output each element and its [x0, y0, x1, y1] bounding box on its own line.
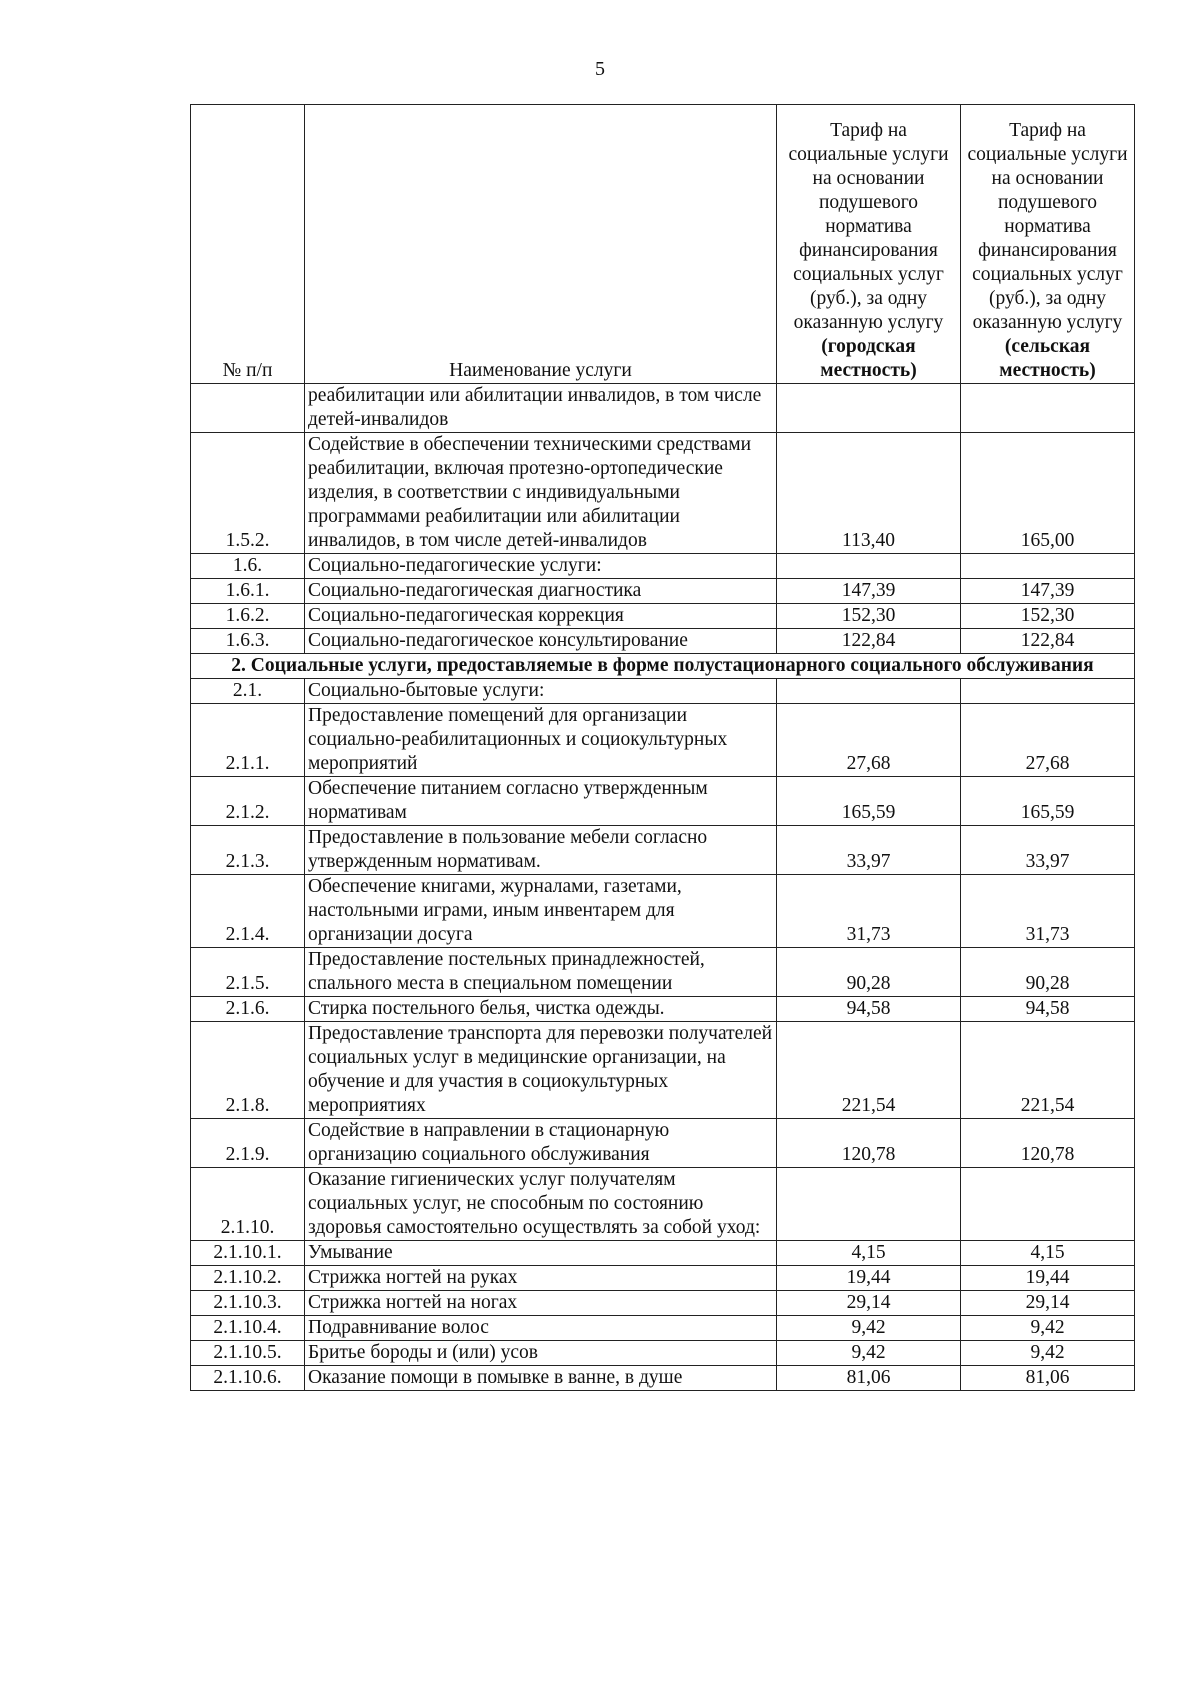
header-tariff-city-text: Тариф на социальные услуги на основании подушевого норматива финансирования социальных услуг (руб.), за одну оказанную услугу [788, 120, 949, 333]
table-row [191, 1266, 1135, 1291]
tariff-city-value: 90,28 [777, 948, 961, 997]
table-row [191, 1316, 1135, 1341]
row-number: 2.1.10.2. [191, 1266, 305, 1291]
tariff-rural-value: 29,14 [961, 1291, 1135, 1316]
tariff-city-value: 120,78 [777, 1119, 961, 1168]
table-row [191, 826, 1135, 875]
row-number: 2.1.3. [191, 826, 305, 875]
tariff-city-value: 81,06 [777, 1366, 961, 1391]
service-name: Предоставление постельных принадлежностей, спального места в специальном помещении [305, 948, 777, 997]
tariff-rural-value [961, 554, 1135, 579]
row-number: 1.6.3. [191, 629, 305, 654]
service-name: Бритье бороды и (или) усов [305, 1341, 777, 1366]
tariff-city-value: 31,73 [777, 875, 961, 948]
service-name: Стирка постельного белья, чистка одежды. [305, 997, 777, 1022]
tariff-rural-value: 165,00 [961, 433, 1135, 554]
service-name: Социально-педагогическое консультирование [305, 629, 777, 654]
header-tariff-city-area: (городская местность) [820, 336, 917, 381]
row-number: 2.1.6. [191, 997, 305, 1022]
tariff-rural-value: 31,73 [961, 875, 1135, 948]
service-name: Предоставление в пользование мебели согласно утвержденным нормативам. [305, 826, 777, 875]
service-name: Содействие в обеспечении техническими средствами реабилитации, включая протезно-ортопедические изделия, в соответствии с индивидуальными программами реабилитации или абилитации инвалидов, в том числе детей-инвалидов [305, 433, 777, 554]
tariff-rural-value: 120,78 [961, 1119, 1135, 1168]
tariff-rural-value [961, 384, 1135, 433]
tariff-rural-value: 33,97 [961, 826, 1135, 875]
table-row [191, 554, 1135, 579]
row-number: 2.1.2. [191, 777, 305, 826]
header-tariff-rural [961, 105, 1135, 384]
tariff-city-value: 94,58 [777, 997, 961, 1022]
row-number: 2.1.10.3. [191, 1291, 305, 1316]
tariff-city-value: 147,39 [777, 579, 961, 604]
table-row [191, 1241, 1135, 1266]
service-name: Оказание гигиенических услуг получателям социальных услуг, не способным по состоянию здоровья самостоятельно осуществлять за собой уход: [305, 1168, 777, 1241]
tariff-city-value [777, 554, 961, 579]
tariff-rural-value: 9,42 [961, 1341, 1135, 1366]
tariff-rural-value: 165,59 [961, 777, 1135, 826]
tariff-city-value: 29,14 [777, 1291, 961, 1316]
tariff-rural-value: 81,06 [961, 1366, 1135, 1391]
service-name: Подравнивание волос [305, 1316, 777, 1341]
service-name: Стрижка ногтей на ногах [305, 1291, 777, 1316]
tariff-city-value: 4,15 [777, 1241, 961, 1266]
page-number: 5 [595, 58, 605, 80]
tariff-city-value: 33,97 [777, 826, 961, 875]
section-heading-row [191, 654, 1135, 679]
row-number: 2.1.10.4. [191, 1316, 305, 1341]
table-row [191, 1022, 1135, 1119]
section-heading: 2. Социальные услуги, предоставляемые в форме полустационарного социального обслуживания [191, 654, 1135, 679]
tariff-rural-value: 90,28 [961, 948, 1135, 997]
service-name: Предоставление транспорта для перевозки получателей социальных услуг в медицинские организации, на обучение и для участия в социокультурных мероприятиях [305, 1022, 777, 1119]
tariff-city-value: 165,59 [777, 777, 961, 826]
table-row [191, 433, 1135, 554]
row-number: 1.5.2. [191, 433, 305, 554]
tariff-city-value [777, 384, 961, 433]
tariff-city-value: 152,30 [777, 604, 961, 629]
service-name: Умывание [305, 1241, 777, 1266]
row-number: 2.1.9. [191, 1119, 305, 1168]
service-name: Социально-бытовые услуги: [305, 679, 777, 704]
table-row [191, 1341, 1135, 1366]
table-row [191, 679, 1135, 704]
header-num: № п/п [191, 105, 305, 384]
table-body [191, 384, 1135, 1391]
table-row [191, 875, 1135, 948]
row-number: 2.1.10.5. [191, 1341, 305, 1366]
table-row [191, 384, 1135, 433]
row-number: 2.1. [191, 679, 305, 704]
row-number: 2.1.8. [191, 1022, 305, 1119]
service-name: Социально-педагогические услуги: [305, 554, 777, 579]
tariff-rural-value [961, 679, 1135, 704]
tariff-rural-value: 221,54 [961, 1022, 1135, 1119]
table-row [191, 1366, 1135, 1391]
tariff-city-value: 113,40 [777, 433, 961, 554]
header-tariff-rural-text: Тариф на социальные услуги на основании подушевого норматива финансирования социальных услуг (руб.), за одну оказанную услугу [967, 120, 1128, 333]
table-row [191, 1291, 1135, 1316]
table-row [191, 579, 1135, 604]
row-number: 2.1.10.6. [191, 1366, 305, 1391]
service-name: реабилитации или абилитации инвалидов, в том числе детей-инвалидов [305, 384, 777, 433]
table-row [191, 997, 1135, 1022]
tariff-city-value: 19,44 [777, 1266, 961, 1291]
table-row [191, 948, 1135, 997]
row-number: 1.6. [191, 554, 305, 579]
row-number [191, 384, 305, 433]
service-name: Оказание помощи в помывке в ванне, в душе [305, 1366, 777, 1391]
tariff-rural-value: 152,30 [961, 604, 1135, 629]
tariff-city-value: 9,42 [777, 1341, 961, 1366]
service-name: Социально-педагогическая диагностика [305, 579, 777, 604]
tariff-city-value: 9,42 [777, 1316, 961, 1341]
table-row [191, 704, 1135, 777]
row-number: 2.1.4. [191, 875, 305, 948]
service-name: Обеспечение питанием согласно утвержденным нормативам [305, 777, 777, 826]
tariff-city-value: 122,84 [777, 629, 961, 654]
service-name: Социально-педагогическая коррекция [305, 604, 777, 629]
tariff-rural-value: 19,44 [961, 1266, 1135, 1291]
table-row [191, 1168, 1135, 1241]
table-row [191, 604, 1135, 629]
tariff-table [190, 104, 1135, 1391]
tariff-rural-value: 4,15 [961, 1241, 1135, 1266]
tariff-city-value: 27,68 [777, 704, 961, 777]
tariff-rural-value: 147,39 [961, 579, 1135, 604]
tariff-city-value [777, 679, 961, 704]
row-number: 2.1.5. [191, 948, 305, 997]
service-name: Обеспечение книгами, журналами, газетами, настольными играми, иным инвентарем для организации досуга [305, 875, 777, 948]
tariff-rural-value: 122,84 [961, 629, 1135, 654]
tariff-rural-value: 27,68 [961, 704, 1135, 777]
header-tariff-rural-area: (сельская местность) [999, 336, 1096, 381]
tariff-rural-value: 94,58 [961, 997, 1135, 1022]
tariff-city-value: 221,54 [777, 1022, 961, 1119]
tariff-rural-value [961, 1168, 1135, 1241]
row-number: 2.1.10. [191, 1168, 305, 1241]
row-number: 1.6.1. [191, 579, 305, 604]
service-name: Стрижка ногтей на руках [305, 1266, 777, 1291]
tariff-rural-value: 9,42 [961, 1316, 1135, 1341]
table-row [191, 777, 1135, 826]
service-name: Предоставление помещений для организации социально-реабилитационных и социокультурных мероприятий [305, 704, 777, 777]
header-name: Наименование услуги [305, 105, 777, 384]
table-row [191, 629, 1135, 654]
row-number: 1.6.2. [191, 604, 305, 629]
table-row [191, 1119, 1135, 1168]
header-tariff-city [777, 105, 961, 384]
row-number: 2.1.10.1. [191, 1241, 305, 1266]
row-number: 2.1.1. [191, 704, 305, 777]
table-header-row [191, 105, 1135, 384]
tariff-city-value [777, 1168, 961, 1241]
service-name: Содействие в направлении в стационарную организацию социального обслуживания [305, 1119, 777, 1168]
